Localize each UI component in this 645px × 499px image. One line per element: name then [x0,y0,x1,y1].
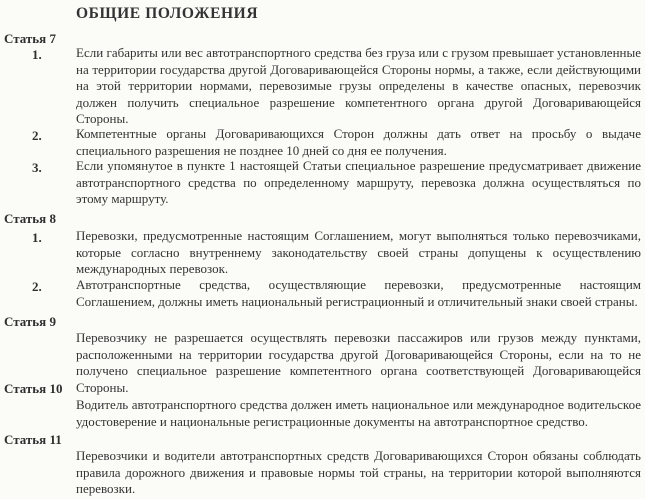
section-title: ОБЩИЕ ПОЛОЖЕНИЯ [76,5,259,22]
article-9-text: Перевозчику не разрешается осуществлять перевозки пассажиров или грузов между пунктами, расположенными на территории государства другой Договаривающейся Стороны, если на то не получено специальное разрешение компетентного органа соответствующей Договаривающейся Стороны. [76,330,641,395]
article-8-item-1-text: Перевозки, предусмотренные настоящим Соглашением, могут выполняться только перевозчиками, которые согласно внутреннему законодательству своей страны допущены к осуществлению международных перевозок. [76,228,641,276]
article-7-item-2-text: Компетентные органы Договаривающихся Сторон должны дать ответ на просьбу о выдаче специального разрешения не позднее 10 дней со дня ее получения. [76,126,641,158]
article-7-item-3-number: 3. [32,160,42,175]
article-7-item-1-number: 1. [32,47,42,62]
article-8-heading: Статья 8 [4,211,56,226]
article-8-item-1-number: 1. [32,230,42,245]
article-11-text: Перевозчики и водители автотранспортных средств Договаривающихся Сторон обязаны соблюдать правила дорожного движения и правовые нормы той страны, на территории которой выполняются перевозки. [76,448,641,496]
article-7-heading: Статья 7 [4,31,56,46]
article-7-item-3-text: Если упомянутое в пункте 1 настоящей Статьи специальное разрешение предусматривает движение автотранспортного средства по определенному маршруту, перевозка должна осуществляться по этому маршруту. [76,158,641,206]
article-8-item-2-number: 2. [32,279,42,294]
article-9-heading: Статья 9 [4,314,56,329]
article-10-heading: Статья 10 [4,381,63,396]
article-11-heading: Статья 11 [4,432,62,447]
article-8-item-2-text: Автотранспортные средства, осуществляющие перевозки, предусмотренные настоящим Соглашением, должны иметь национальный регистрационный и отличительный знаки своей страны. [76,277,641,309]
article-10-text: Водитель автотранспортного средства должен иметь национальное или международное водительское удостоверение и национальные регистрационные документы на автотранспортное средство. [76,397,641,429]
article-7-item-1-text: Если габариты или вес автотранспортного средства без груза или с грузом превышает установленные на территории государства другой Договаривающейся Стороны нормы, а также, если действующими на этой территории нормами, перевозимые грузы определены в качестве опасных, перевозчик должен получить специальное разрешение компетентного органа другой Договаривающейся Стороны. [76,45,641,126]
article-7-item-2-number: 2. [32,128,42,143]
